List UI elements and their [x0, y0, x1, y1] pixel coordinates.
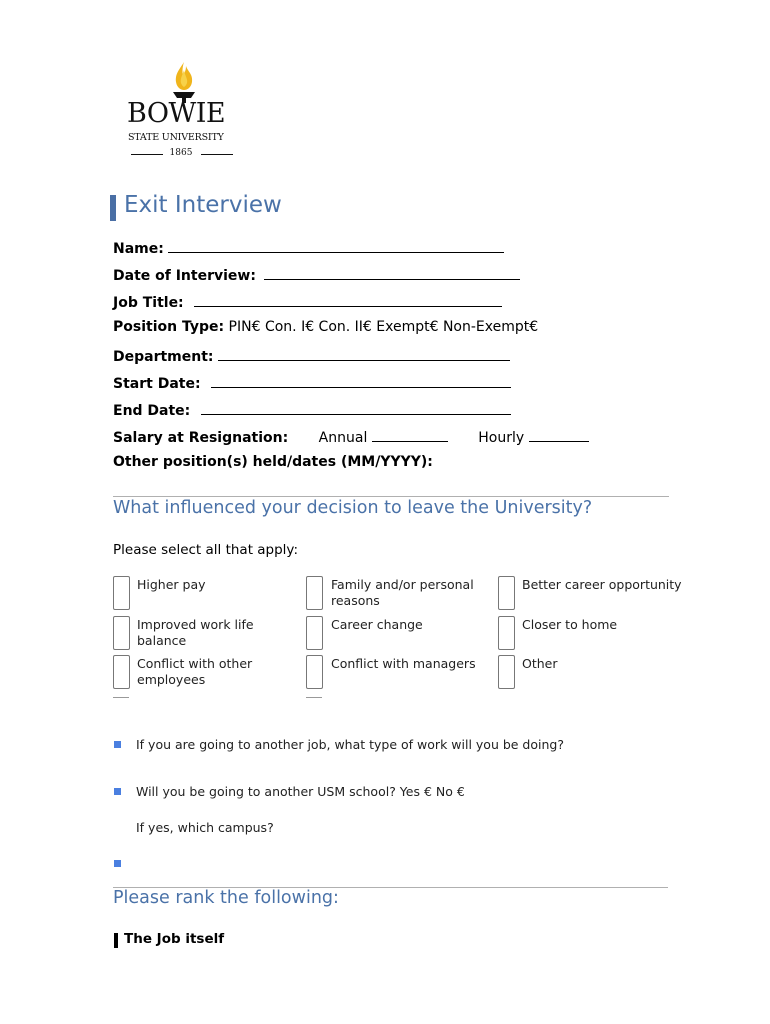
grid-dash-left — [113, 697, 129, 698]
checkbox-work-life[interactable] — [113, 616, 130, 650]
option-closer-home: Closer to home — [522, 617, 618, 632]
date-label: Date of Interview: — [113, 268, 256, 284]
start-date-field[interactable] — [211, 373, 511, 388]
salary-row — [113, 427, 589, 446]
checkbox-higher-pay[interactable] — [113, 576, 130, 610]
department-row — [113, 346, 510, 365]
option-career-change: Career change — [331, 617, 423, 632]
department-label: Department: — [113, 349, 214, 365]
name-row — [113, 238, 504, 257]
name-label: Name: — [113, 241, 164, 257]
option-work-life: Improved work life balance — [137, 617, 254, 648]
university-logo — [127, 62, 239, 162]
title-accent-bar — [110, 195, 116, 221]
bullet-icon — [114, 741, 121, 748]
checkbox-other[interactable] — [498, 655, 515, 689]
grid-dash-middle — [306, 697, 322, 698]
section-heading-reasons: What influenced your decision to leave the University? — [113, 498, 593, 518]
question-which-campus: If yes, which campus? — [136, 820, 274, 835]
question-other-job: If you are going to another job, what type of work will you be doing? — [136, 737, 564, 752]
name-field[interactable] — [168, 238, 504, 253]
end-date-row — [113, 400, 511, 419]
hourly-label: Hourly — [478, 430, 525, 446]
subheading-accent-bar — [114, 933, 118, 948]
section-heading-rank: Please rank the following: — [113, 888, 339, 908]
option-better-career: Better career opportunity — [522, 577, 682, 592]
logo-year: 1865 — [169, 148, 193, 158]
logo-rule-right — [201, 154, 233, 155]
checkbox-conflict-employees[interactable] — [113, 655, 130, 689]
select-instruction: Please select all that apply: — [113, 542, 298, 558]
job-title-label: Job Title: — [113, 295, 184, 311]
checkbox-conflict-managers[interactable] — [306, 655, 323, 689]
option-conflict-managers: Conflict with managers — [331, 656, 476, 671]
option-family-reasons: Family and/or personal reasons — [331, 577, 474, 608]
start-date-label: Start Date: — [113, 376, 201, 392]
date-field[interactable] — [264, 265, 520, 280]
job-title-row — [113, 292, 502, 311]
end-date-label: End Date: — [113, 403, 191, 419]
annual-field[interactable] — [372, 427, 448, 442]
option-higher-pay: Higher pay — [137, 577, 206, 592]
annual-label: Annual — [318, 430, 368, 446]
start-date-row — [113, 373, 511, 392]
end-date-field[interactable] — [201, 400, 511, 415]
checkbox-closer-home[interactable] — [498, 616, 515, 650]
date-row — [113, 265, 520, 284]
section-divider — [113, 496, 669, 497]
page-title: Exit Interview — [124, 192, 282, 218]
salary-label: Salary at Resignation: — [113, 430, 289, 446]
other-positions-row — [113, 454, 433, 470]
bullet-icon — [114, 860, 121, 867]
job-title-field[interactable] — [194, 292, 502, 307]
checkbox-better-career[interactable] — [498, 576, 515, 610]
position-type-row — [113, 319, 538, 335]
checkbox-career-change[interactable] — [306, 616, 323, 650]
department-field[interactable] — [218, 346, 510, 361]
checkbox-family-reasons[interactable] — [306, 576, 323, 610]
other-positions-label: Other position(s) held/dates (MM/YYYY): — [113, 454, 433, 470]
position-type-options[interactable]: PIN€ Con. I€ Con. II€ Exempt€ Non-Exempt€ — [228, 319, 539, 335]
subheading-job-itself: The Job itself — [124, 931, 225, 947]
bullet-icon — [114, 788, 121, 795]
question-usm-school[interactable]: Will you be going to another USM school? Yes € No € — [136, 784, 465, 799]
logo-subtitle: STATE UNIVERSITY — [128, 132, 224, 143]
option-conflict-employees: Conflict with other employees — [137, 656, 253, 687]
hourly-field[interactable] — [529, 427, 589, 442]
logo-name: BOWIE — [127, 98, 226, 129]
position-type-label: Position Type: — [113, 319, 225, 335]
option-other: Other — [522, 656, 558, 671]
